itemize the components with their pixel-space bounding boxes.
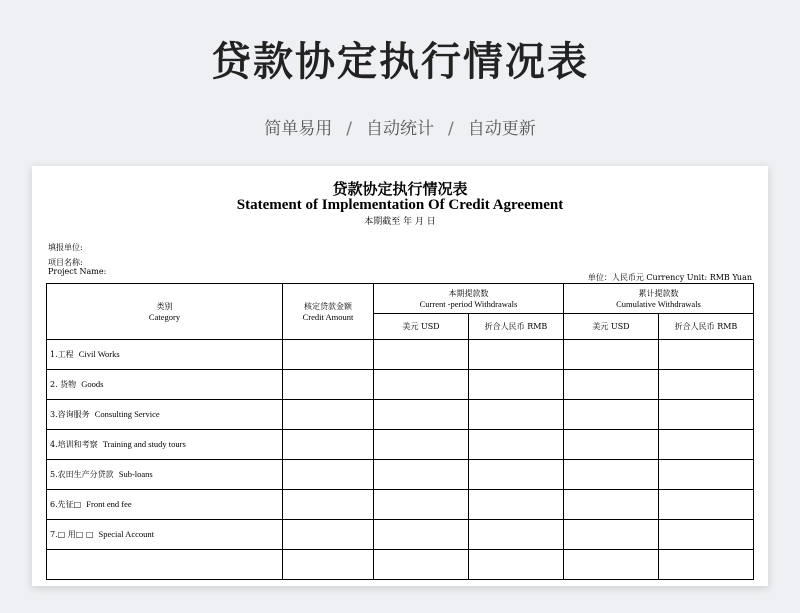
row-category: [47, 490, 283, 520]
row-category-en: Goods: [81, 379, 104, 389]
row-category-en: Training and study tours: [102, 439, 186, 449]
filler-label: 填报单位:: [48, 243, 83, 252]
row-category: [47, 460, 283, 490]
header-credit-amount-cn: 核定贷款金额: [304, 301, 352, 311]
row-category-en: Consulting Service: [94, 409, 160, 419]
subheader-cumulative-usd: 美元 USD: [564, 314, 659, 340]
row-category-en: Civil Works: [78, 349, 120, 359]
header-cumulative-withdrawals: [564, 284, 754, 314]
table-row: [47, 430, 754, 460]
cumulative-rmb-cell[interactable]: [659, 550, 754, 580]
table-row: [47, 550, 754, 580]
current-usd-cell[interactable]: [374, 460, 469, 490]
row-category-cn: 2. 货物: [50, 380, 77, 389]
header-current-en: Current -period Withdrawals: [419, 298, 518, 309]
cumulative-rmb-cell[interactable]: [659, 370, 754, 400]
tagline: [0, 114, 800, 139]
credit-amount-cell[interactable]: [283, 490, 374, 520]
credit-amount-cell[interactable]: [283, 520, 374, 550]
table-body: [47, 340, 754, 580]
withdrawal-table: [46, 283, 754, 580]
document-period: 本期截至 年 月 日: [364, 217, 436, 227]
credit-amount-cell[interactable]: [283, 340, 374, 370]
cumulative-usd-cell[interactable]: [564, 340, 659, 370]
current-rmb-cell[interactable]: [469, 550, 564, 580]
table-row: [47, 490, 754, 520]
header-category: [47, 284, 283, 340]
header-category-cn: 类别: [156, 301, 173, 311]
credit-amount-cell[interactable]: [283, 430, 374, 460]
row-category-en: Sub-loans: [118, 469, 153, 479]
current-rmb-cell[interactable]: [469, 520, 564, 550]
tag-auto-update: 自动更新: [467, 119, 536, 139]
header-credit-amount-en: Credit Amount: [302, 311, 354, 322]
table-row: [47, 460, 754, 490]
cumulative-usd-cell[interactable]: [564, 400, 659, 430]
row-category-cn: 5.农田生产分贷款: [50, 470, 114, 479]
current-usd-cell[interactable]: [374, 430, 469, 460]
table-row: [47, 400, 754, 430]
tag-easy: 简单易用: [264, 119, 333, 139]
current-rmb-cell[interactable]: [469, 460, 564, 490]
subheader-current-usd: 美元 USD: [374, 314, 469, 340]
cumulative-rmb-cell[interactable]: [659, 340, 754, 370]
tag-separator: /: [346, 119, 352, 139]
project-label-en: Project Name:: [48, 267, 107, 276]
header-credit-amount: [283, 284, 374, 340]
cumulative-rmb-cell[interactable]: [659, 460, 754, 490]
row-category-cn: 6.先征□: [50, 500, 82, 509]
row-category-cn: 1.工程: [50, 350, 74, 359]
credit-amount-cell[interactable]: [283, 460, 374, 490]
current-rmb-cell[interactable]: [469, 340, 564, 370]
document-title-cn: 贷款协定执行情况表: [332, 180, 468, 198]
cumulative-usd-cell[interactable]: [564, 520, 659, 550]
current-usd-cell[interactable]: [374, 370, 469, 400]
current-usd-cell[interactable]: [374, 490, 469, 520]
row-category: [47, 370, 283, 400]
table-row: [47, 370, 754, 400]
current-rmb-cell[interactable]: [469, 430, 564, 460]
row-category-en: Front end fee: [86, 499, 132, 509]
header-cumulative-cn: 累计提款数: [638, 288, 679, 298]
row-category: [47, 550, 283, 580]
credit-amount-cell[interactable]: [283, 370, 374, 400]
cumulative-usd-cell[interactable]: [564, 430, 659, 460]
cumulative-rmb-cell[interactable]: [659, 520, 754, 550]
row-category: [47, 340, 283, 370]
header-current-withdrawals: [374, 284, 564, 314]
cumulative-usd-cell[interactable]: [564, 370, 659, 400]
credit-amount-cell[interactable]: [283, 550, 374, 580]
current-rmb-cell[interactable]: [469, 400, 564, 430]
table-row: [47, 520, 754, 550]
row-category: [47, 430, 283, 460]
cumulative-rmb-cell[interactable]: [659, 490, 754, 520]
cumulative-usd-cell[interactable]: [564, 460, 659, 490]
banner-title: 贷款协定执行情况表: [211, 39, 589, 85]
tag-separator: /: [448, 119, 454, 139]
row-category-cn: 7.□ 用□ □: [50, 530, 94, 539]
subheader-cumulative-rmb: 折合人民币 RMB: [659, 314, 754, 340]
document-title-en: Statement of Implementation Of Credit Agreement: [236, 197, 564, 213]
project-label-cn: 项目名称:: [48, 258, 83, 267]
subheader-current-rmb: 折合人民币 RMB: [469, 314, 564, 340]
document-sheet: [32, 166, 768, 586]
row-category-cn: 3.咨询服务: [50, 410, 90, 419]
currency-unit: 单位：人民币元 Currency Unit: RMB Yuan: [587, 273, 752, 282]
current-usd-cell[interactable]: [374, 520, 469, 550]
header-current-cn: 本期提款数: [448, 288, 489, 298]
cumulative-usd-cell[interactable]: [564, 550, 659, 580]
row-category: [47, 520, 283, 550]
table-row: [47, 340, 754, 370]
current-rmb-cell[interactable]: [469, 490, 564, 520]
header-cumulative-en: Cumulative Withdrawals: [616, 298, 701, 309]
row-category-en: Special Account: [98, 529, 154, 539]
header-category-en: Category: [148, 311, 181, 322]
current-usd-cell[interactable]: [374, 400, 469, 430]
current-usd-cell[interactable]: [374, 550, 469, 580]
credit-amount-cell[interactable]: [283, 400, 374, 430]
cumulative-rmb-cell[interactable]: [659, 400, 754, 430]
current-usd-cell[interactable]: [374, 340, 469, 370]
cumulative-rmb-cell[interactable]: [659, 430, 754, 460]
cumulative-usd-cell[interactable]: [564, 490, 659, 520]
row-category-cn: 4.培训和考察: [50, 440, 98, 449]
tag-auto-stats: 自动统计: [366, 119, 434, 139]
row-category: [47, 400, 283, 430]
current-rmb-cell[interactable]: [469, 370, 564, 400]
